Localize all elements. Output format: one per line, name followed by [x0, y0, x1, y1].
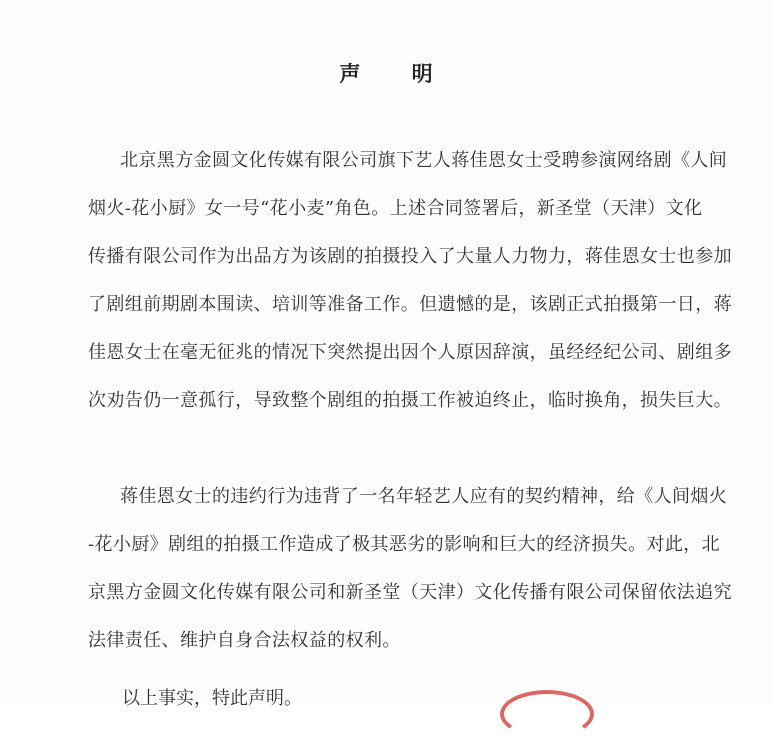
paragraph-line: 法律责任、维护自身合法权益的权利。: [88, 630, 401, 651]
document-title: 声 明: [339, 61, 455, 86]
paragraph-line: 北京黑方金圆文化传媒有限公司旗下艺人蒋佳恩女士受聘参演网络剧《人间: [120, 150, 728, 171]
paragraph-line: 次劝告仍一意孤行，导致整个剧组的拍摄工作被迫终止，临时换角，损失巨大。: [88, 390, 732, 411]
paragraph-line: 京黑方金圆文化传媒有限公司和新圣堂（天津）文化传播有限公司保留依法追究: [88, 582, 732, 603]
closing-statement: 以上事实，特此声明。: [122, 688, 302, 709]
company-seal-stamp: [500, 690, 594, 738]
paragraph-line: 烟火-花小厨》女一号“花小麦”角色。上述合同签署后，新圣堂（天津）文化: [88, 198, 703, 219]
paragraph-line: 传播有限公司作为出品方为该剧的拍摄投入了大量人力物力，蒋佳恩女士也参加: [88, 246, 732, 267]
paragraph-line: 了剧组前期剧本围读、培训等准备工作。但遗憾的是，该剧正式拍摄第一日，蒋: [88, 294, 732, 315]
paragraph-line: 蒋佳恩女士的违约行为违背了一名年轻艺人应有的契约精神，给《人间烟火: [120, 486, 728, 507]
paragraph-line: 佳恩女士在毫无征兆的情况下突然提出因个人原因辞演，虽经经纪公司、剧组多: [88, 342, 732, 363]
paragraph-line: -花小厨》剧组的拍摄工作造成了极其恶劣的影响和巨大的经济损失。对此，北: [88, 534, 721, 555]
